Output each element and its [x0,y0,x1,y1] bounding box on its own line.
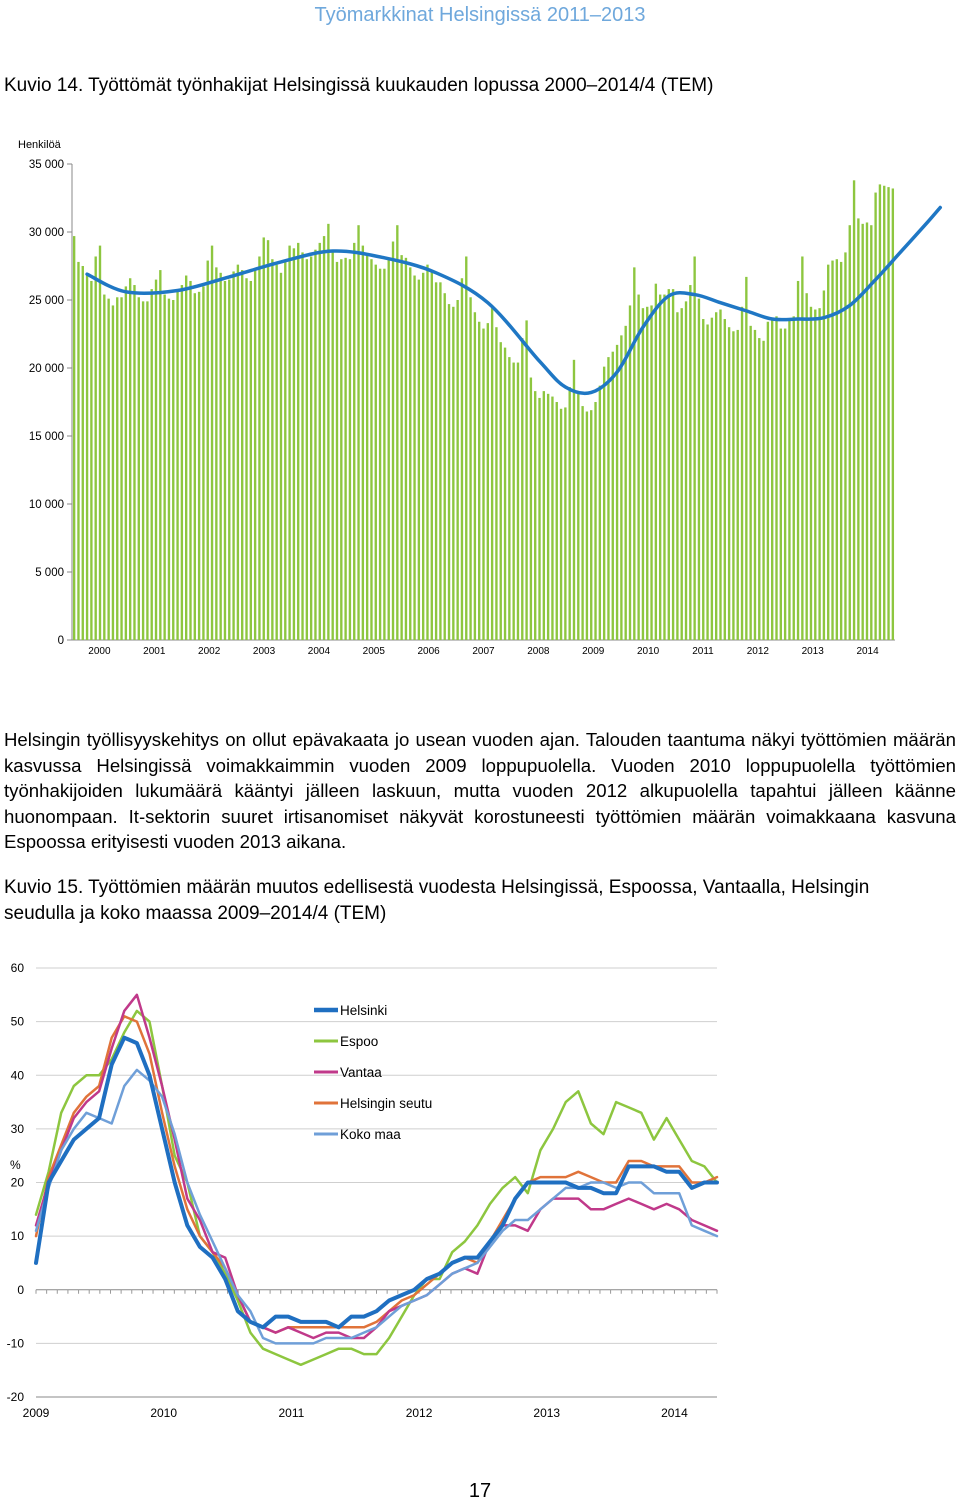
page-header: Työmarkkinat Helsingissä 2011–2013 [314,4,646,26]
figure-15-y-axis-label: % [10,1158,21,1172]
bar [719,310,721,640]
bar [82,266,84,640]
bar [650,305,652,640]
bar [879,184,881,640]
figure-14-caption: Kuvio 14. Työttömät työnhakijat Helsingissä kuukauden lopussa 2000–2014/4 (TEM) [4,75,714,96]
bar [207,261,209,640]
bar [103,295,105,640]
bar [297,243,299,640]
bar [547,394,549,640]
bar [797,281,799,640]
bar [508,357,510,640]
legend-label: Koko maa [340,1127,401,1142]
figure-15-lines [36,995,717,1365]
bar [620,335,622,640]
bar [181,285,183,640]
bar [681,308,683,640]
bar [823,290,825,640]
bar [564,407,566,640]
figure-14-bars [73,180,894,640]
bar [163,295,165,640]
bar [267,240,269,640]
bar [698,299,700,640]
bar [568,387,570,640]
bar [741,307,743,640]
bar [86,276,88,640]
bar [857,218,859,640]
bar [107,299,109,640]
legend-label: Helsingin seutu [340,1096,433,1111]
bar [349,259,351,640]
bar [138,297,140,640]
bar [99,246,101,640]
bar [521,338,523,640]
bar [780,329,782,640]
bar [771,320,773,640]
bar [120,297,122,640]
bar [418,280,420,640]
x-tick-label: 2008 [527,646,550,657]
legend-label: Espoo [340,1034,379,1049]
bar [758,338,760,640]
bar [788,320,790,640]
bar [284,262,286,640]
bar [642,308,644,640]
bar [456,300,458,640]
bar [724,319,726,640]
bar [840,262,842,640]
bar [685,301,687,640]
bar [874,193,876,640]
bar [810,307,812,640]
x-tick-label: 2009 [22,1406,50,1420]
bar [663,295,665,640]
bar [323,236,325,640]
bar [887,187,889,640]
bar [366,255,368,640]
bar [560,409,562,640]
bar [590,410,592,640]
bar [448,304,450,640]
bar [439,282,441,640]
x-tick-label: 2009 [582,646,605,657]
bar [767,322,769,640]
x-tick-label: 2010 [150,1406,178,1420]
bar [112,305,114,640]
bar [861,224,863,640]
bar [275,265,277,640]
bar [168,299,170,640]
bar [362,246,364,640]
bar [551,397,553,640]
x-tick-label: 2013 [533,1406,561,1420]
bar [237,265,239,640]
bar [534,391,536,640]
y-tick-label: 20 [10,1175,24,1190]
x-tick-label: 2011 [692,646,714,657]
bar [383,269,385,640]
bar [409,267,411,640]
bar [892,188,894,640]
y-tick-label: 40 [10,1068,24,1083]
bar [426,265,428,640]
bar [689,285,691,640]
bar [495,327,497,640]
bar [793,316,795,640]
bar [435,282,437,640]
legend-label: Vantaa [340,1065,382,1080]
x-tick-label: 2002 [198,646,221,657]
bar [280,273,282,640]
bar [491,308,493,640]
bar [693,256,695,640]
bar [637,295,639,640]
bar [517,363,519,640]
bar [482,329,484,640]
page-number: 17 [468,1480,492,1502]
bar [444,293,446,640]
bar [314,250,316,640]
bar [853,180,855,640]
bar [465,256,467,640]
x-tick-label: 2014 [856,646,879,657]
bar [176,290,178,640]
bar [90,281,92,640]
x-tick-label: 2006 [417,646,440,657]
bar [159,270,161,640]
bar [629,305,631,640]
bar [116,297,118,640]
bar [814,310,816,640]
bar [271,259,273,640]
bar [625,326,627,640]
x-tick-label: 2007 [472,646,495,657]
bar [452,307,454,640]
bar [422,273,424,640]
series-line [36,1016,717,1332]
bar [95,256,97,640]
bar [715,312,717,640]
bar [146,301,148,640]
bar [151,289,153,640]
bar [745,277,747,640]
bar [538,398,540,640]
bar [633,267,635,640]
figure-15-tick-labels [7,961,688,1420]
bar [706,324,708,640]
bar [474,312,476,640]
x-tick-label: 2012 [746,646,769,657]
bar [556,402,558,640]
bar [327,224,329,640]
bar [573,360,575,640]
bar [125,286,127,640]
bar [512,363,514,640]
bar [775,316,777,640]
y-tick-label: 0 [57,635,64,647]
x-tick-label: 2013 [801,646,824,657]
x-tick-label: 2010 [636,646,660,657]
bar [431,270,433,640]
legend-label: Helsinki [340,1003,388,1018]
bar [379,269,381,640]
bar [344,258,346,640]
bar [668,289,670,640]
bar [801,256,803,640]
bar [241,270,243,640]
bar [818,308,820,640]
bar [530,378,532,640]
bar [396,225,398,640]
bar [155,280,157,640]
x-tick-label: 2004 [307,646,331,657]
figure-15-caption: Kuvio 15. Työttömien määrän muutos edellisestä vuodesta Helsingissä, Espoossa, Vantaalla, Helsingin seudulla ja koko maassa 2009–2014/4 (TEM) [4,877,870,924]
bar [543,391,545,640]
y-tick-label: 20 000 [28,363,64,375]
bar [129,278,131,640]
bar [215,267,217,640]
bar [219,273,221,640]
bar [883,186,885,640]
bar [461,278,463,640]
bar [232,271,234,640]
bar [478,322,480,640]
bar [392,242,394,640]
bar [500,342,502,640]
bar [754,330,756,640]
x-tick-label: 2001 [143,646,166,657]
bar [594,402,596,640]
bar [849,225,851,640]
figure-14-chart [0,100,960,700]
bar [672,289,674,640]
bar [353,243,355,640]
bar [607,357,609,640]
bar [612,352,614,640]
bar [194,293,196,640]
body-text [4,727,956,855]
bar [577,392,579,640]
y-tick-label: 5 000 [35,567,64,579]
bar [336,262,338,640]
bar [805,293,807,640]
figure-15-legend [314,1003,432,1142]
bar [711,318,713,640]
x-tick-label: 2012 [405,1406,433,1420]
bar [228,280,230,640]
y-tick-label: -10 [6,1336,24,1351]
bar [405,258,407,640]
bar [310,256,312,640]
x-tick-label: 2014 [661,1406,688,1420]
bar [836,259,838,640]
bar [702,319,704,640]
bar [142,301,144,640]
y-tick-label: 60 [10,961,24,975]
x-tick-label: 2003 [252,646,276,657]
bar [198,292,200,640]
bar [258,256,260,640]
y-tick-label: 25 000 [28,295,64,307]
bar [301,252,303,640]
bar [676,312,678,640]
bar [250,281,252,640]
bar [728,327,730,640]
bar [737,330,739,640]
y-tick-label: -20 [6,1390,24,1404]
bar [245,278,247,640]
bar [77,262,79,640]
bar [827,265,829,640]
bar [224,281,226,640]
bar [332,252,334,640]
bar [263,237,265,640]
bar [784,329,786,640]
bar [525,320,527,640]
bar [293,248,295,640]
bar [400,255,402,640]
bar [586,412,588,640]
bar [189,281,191,640]
bar [599,386,601,640]
bar [133,285,135,640]
bar [732,331,734,640]
figure-14-y-axis-label: Henkilöä [18,139,61,151]
y-tick-label: 50 [10,1014,24,1029]
y-tick-label: 35 000 [28,159,64,171]
bar [581,406,583,640]
bar [370,259,372,640]
bar [749,326,751,640]
bar [762,341,764,640]
y-tick-label: 30 000 [28,227,64,239]
y-tick-label: 10 000 [28,499,64,511]
bar [202,286,204,640]
figure-15-chart [0,955,960,1445]
bar [388,258,390,640]
bar [306,259,308,640]
bar [659,295,661,640]
body-paragraph: Helsingin työllisyyskehitys on ollut epävakaata jo usean vuoden ajan. Talouden taantuma näkyi työttömien määrän kasvussa Helsingissä voimakkaimmin vuoden 2009 loppupuolella. Vuoden 2010 loppupuolella työttömien työnhakijoiden lukumäärä kääntyi jälleen laskuun, mutta vuoden 2012 alkupuolella tapahtui jälleen käänne huonompaan. It-sektorin suuret irtisanomiset näkyvät korostuneesti työttömien määrän voimakkaana kasvuna Espoossa erityisesti vuoden 2013 aikana. [4,729,956,852]
bar [504,348,506,640]
x-tick-label: 2005 [362,646,385,657]
bar [375,265,377,640]
y-tick-label: 30 [10,1121,24,1136]
y-tick-label: 10 [10,1229,24,1244]
bar [172,300,174,640]
x-tick-label: 2000 [88,646,111,657]
y-tick-label: 15 000 [28,431,64,443]
bar [73,236,75,640]
bar [866,222,868,640]
bar [211,246,213,640]
bar [655,284,657,640]
bar [185,276,187,640]
bar [413,276,415,640]
bar [616,345,618,640]
bar [319,243,321,640]
bar [288,246,290,640]
bar [603,367,605,640]
bar [487,323,489,640]
bar [357,225,359,640]
y-tick-label: 0 [17,1282,24,1297]
bar [254,270,256,640]
bar [646,307,648,640]
x-tick-label: 2011 [278,1406,305,1420]
bar [831,261,833,640]
bar [469,297,471,640]
bar [340,259,342,640]
